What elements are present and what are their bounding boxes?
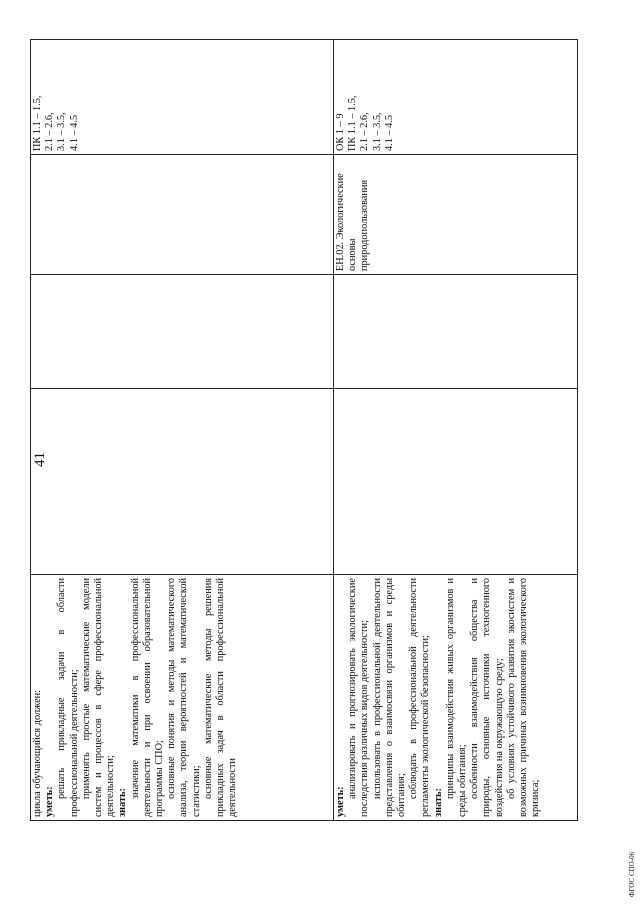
page-number: 41 [32, 452, 48, 467]
section-heading: знать: [432, 788, 444, 817]
competence-code: ОК 1 – 9 [335, 113, 346, 151]
competence-codes-cell [31, 40, 334, 155]
discipline-cell: ЕН.02. Экологические основы природопользования [334, 155, 578, 275]
table-row-math [31, 40, 334, 821]
skill-item: анализировать и прогнозировать экологические последствия различных видов деятельности; [347, 578, 371, 817]
curriculum-table [30, 39, 578, 821]
skill-item: об условиях устойчивого развития экосистем и возможных причинах возникновения экологического кризиса; [505, 578, 542, 817]
competence-code: ПК 1.1 – 1.5, [32, 95, 43, 151]
competence-code: 2.1 – 2.6, [44, 112, 56, 151]
competence-code: 4.1 – 4.5 [68, 114, 80, 151]
section-heading: уметь: [44, 786, 56, 817]
hours-max-cell [334, 389, 578, 575]
table-row-ecology [334, 40, 578, 821]
skill-item: принципы взаимодействия живых организмов и среды обитания; [444, 578, 469, 817]
competence-code: 3.1 – 3.5, [371, 112, 383, 151]
competence-code: 3.1 – 3.5, [56, 112, 68, 151]
competence-code: ПК 1.1 – 1.5, [347, 95, 359, 151]
skill-item: основные понятия и методы математического анализа, теории вероятностей и математической статистики; [166, 578, 202, 817]
section-heading: знать: [117, 788, 129, 817]
skill-item: цикла обучающийся должен: [32, 689, 43, 817]
section-heading: уметь: [335, 786, 346, 817]
skill-item: основные математические методы решения прикладных задач в области профессиональной деятельности [202, 578, 239, 817]
competence-codes-cell [334, 40, 578, 155]
skill-item: применять простые математические модели систем и процессов в сфере профессиональной деятельности; [80, 578, 117, 817]
skill-item: соблюдать в профессиональной деятельности регламенты экологической безопасности; [408, 578, 432, 817]
skill-item: решать прикладные задачи в области профессиональной деятельности; [56, 578, 80, 817]
skill-item: значение математики в профессиональной деятельности и при освоении образовательной программы СПО; [129, 578, 166, 817]
hours-max-cell [31, 389, 334, 575]
hours-class-cell [31, 275, 334, 389]
footer-code: ФГОС СПО-06 [628, 851, 636, 897]
competence-code: 4.1 – 4.5 [383, 114, 395, 151]
skills-cell [31, 575, 334, 821]
competence-code: 2.1 – 2.6, [359, 112, 371, 151]
skill-item: особенности взаимодействия общества и природы, основные источники техногенного воздействия на окружающую среду; [469, 578, 505, 817]
skills-cell [334, 575, 578, 821]
hours-class-cell [334, 275, 578, 389]
discipline-cell [31, 155, 334, 275]
skill-item: использовать в профессиональной деятельности представления о взаимосвязи организмов и среды обитания; [371, 578, 408, 817]
